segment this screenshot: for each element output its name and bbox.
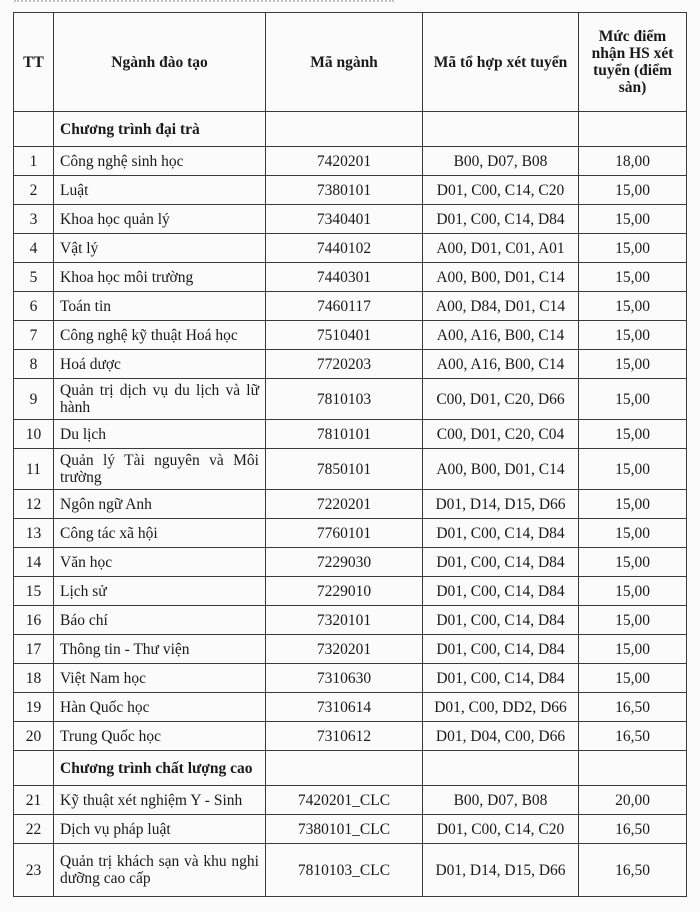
row-number: 23 (14, 844, 54, 897)
table-row (14, 263, 687, 292)
major-name: Ngôn ngữ Anh (54, 490, 266, 519)
table-row (14, 420, 687, 449)
subject-combination: A00, A16, B00, C14 (423, 321, 579, 350)
table-row (14, 635, 687, 664)
subject-combination: A00, D01, C01, A01 (423, 234, 579, 263)
row-number: 20 (14, 722, 54, 751)
major-code: 7229030 (266, 548, 423, 577)
table-row (14, 205, 687, 234)
minimum-score: 15,00 (579, 263, 687, 292)
row-number: 1 (14, 147, 54, 176)
major-name: Công nghệ sinh học (54, 147, 266, 176)
table-row (14, 147, 687, 176)
subject-combination: D01, C00, C14, C20 (423, 815, 579, 844)
subject-combination: D01, D14, D15, D66 (423, 844, 579, 897)
row-number: 16 (14, 606, 54, 635)
subject-combination: B00, D07, B08 (423, 786, 579, 815)
section-title: Chương trình chất lượng cao (54, 751, 266, 786)
table-row (14, 519, 687, 548)
table-row (14, 786, 687, 815)
subject-combination: A00, B00, D01, C14 (423, 449, 579, 490)
table-row (14, 577, 687, 606)
row-number: 5 (14, 263, 54, 292)
subject-combination: D01, C00, C14, D84 (423, 664, 579, 693)
subject-combination: D01, C00, C14, D84 (423, 577, 579, 606)
major-name: Trung Quốc học (54, 722, 266, 751)
major-name: Công tác xã hội (54, 519, 266, 548)
minimum-score: 16,50 (579, 815, 687, 844)
major-name: Lịch sử (54, 577, 266, 606)
minimum-score: 15,00 (579, 664, 687, 693)
minimum-score: 16,50 (579, 693, 687, 722)
subject-combination: D01, C00, C14, D84 (423, 548, 579, 577)
table-row (14, 548, 687, 577)
major-name: Du lịch (54, 420, 266, 449)
minimum-score: 15,00 (579, 449, 687, 490)
table-row (14, 606, 687, 635)
major-name: Báo chí (54, 606, 266, 635)
major-name: Kỹ thuật xét nghiệm Y - Sinh (54, 786, 266, 815)
row-number: 9 (14, 379, 54, 420)
minimum-score: 15,00 (579, 176, 687, 205)
minimum-score: 15,00 (579, 350, 687, 379)
row-number: 17 (14, 635, 54, 664)
table-row (14, 844, 687, 897)
major-code: 7510401 (266, 321, 423, 350)
major-code: 7850101 (266, 449, 423, 490)
subject-combination: A00, A16, B00, C14 (423, 350, 579, 379)
minimum-score: 15,00 (579, 635, 687, 664)
major-name: Vật lý (54, 234, 266, 263)
row-number: 19 (14, 693, 54, 722)
minimum-score: 15,00 (579, 205, 687, 234)
header-combo: Mã tổ hợp xét tuyển (423, 13, 579, 112)
admission-score-table (13, 12, 687, 897)
minimum-score: 18,00 (579, 147, 687, 176)
table-row (14, 490, 687, 519)
major-code: 7380101 (266, 176, 423, 205)
major-name: Dịch vụ pháp luật (54, 815, 266, 844)
table-row (14, 379, 687, 420)
row-number: 12 (14, 490, 54, 519)
row-number: 7 (14, 321, 54, 350)
subject-combination: D01, C00, C14, D84 (423, 606, 579, 635)
major-code: 7340401 (266, 205, 423, 234)
minimum-score: 15,00 (579, 490, 687, 519)
major-name: Luật (54, 176, 266, 205)
minimum-score: 16,50 (579, 722, 687, 751)
minimum-score: 15,00 (579, 548, 687, 577)
table-row (14, 321, 687, 350)
major-code: 7380101_CLC (266, 815, 423, 844)
row-number: 6 (14, 292, 54, 321)
minimum-score: 16,50 (579, 844, 687, 897)
table-row (14, 815, 687, 844)
row-number: 18 (14, 664, 54, 693)
row-number: 8 (14, 350, 54, 379)
major-code: 7810103_CLC (266, 844, 423, 897)
major-code: 7420201_CLC (266, 786, 423, 815)
row-number: 15 (14, 577, 54, 606)
subject-combination: D01, C00, C14, C20 (423, 176, 579, 205)
subject-combination: D01, D14, D15, D66 (423, 490, 579, 519)
header-major: Ngành đào tạo (54, 13, 266, 112)
subject-combination: B00, D07, B08 (423, 147, 579, 176)
major-code: 7810103 (266, 379, 423, 420)
row-number: 3 (14, 205, 54, 234)
major-code: 7229010 (266, 577, 423, 606)
minimum-score: 15,00 (579, 321, 687, 350)
table-row (14, 234, 687, 263)
table-row (14, 722, 687, 751)
cropped-heading-text (14, 0, 394, 5)
minimum-score: 15,00 (579, 234, 687, 263)
major-name: Hàn Quốc học (54, 693, 266, 722)
subject-combination: D01, D04, C00, D66 (423, 722, 579, 751)
minimum-score: 20,00 (579, 786, 687, 815)
subject-combination: D01, C00, C14, D84 (423, 519, 579, 548)
row-number: 10 (14, 420, 54, 449)
minimum-score: 15,00 (579, 420, 687, 449)
row-number: 11 (14, 449, 54, 490)
minimum-score: 15,00 (579, 606, 687, 635)
header-score: Mức điểm nhận HS xét tuyển (điểm sàn) (579, 13, 687, 112)
row-number: 2 (14, 176, 54, 205)
row-number: 13 (14, 519, 54, 548)
major-code: 7310614 (266, 693, 423, 722)
table-row (14, 449, 687, 490)
minimum-score: 15,00 (579, 519, 687, 548)
major-code: 7320201 (266, 635, 423, 664)
row-number: 21 (14, 786, 54, 815)
major-code: 7760101 (266, 519, 423, 548)
major-name: Khoa học quản lý (54, 205, 266, 234)
table-row (14, 292, 687, 321)
major-code: 7460117 (266, 292, 423, 321)
subject-combination: C00, D01, C20, D66 (423, 379, 579, 420)
subject-combination: A00, B00, D01, C14 (423, 263, 579, 292)
subject-combination: D01, C00, DD2, D66 (423, 693, 579, 722)
major-code: 7440301 (266, 263, 423, 292)
major-code: 7320101 (266, 606, 423, 635)
major-code: 7310630 (266, 664, 423, 693)
section-row-regular (14, 112, 687, 147)
subject-combination: C00, D01, C20, C04 (423, 420, 579, 449)
table-row (14, 693, 687, 722)
major-name: Toán tin (54, 292, 266, 321)
major-name: Hoá dược (54, 350, 266, 379)
header-code: Mã ngành (266, 13, 423, 112)
minimum-score: 15,00 (579, 577, 687, 606)
major-name: Công nghệ kỹ thuật Hoá học (54, 321, 266, 350)
major-code: 7310612 (266, 722, 423, 751)
section-row-high-quality (14, 751, 687, 786)
major-code: 7720203 (266, 350, 423, 379)
major-code: 7810101 (266, 420, 423, 449)
row-number: 4 (14, 234, 54, 263)
subject-combination: D01, C00, C14, D84 (423, 635, 579, 664)
major-name: Quản trị khách sạn và khu nghi dưỡng cao cấp (54, 844, 266, 897)
table-row (14, 664, 687, 693)
subject-combination: A00, D84, D01, C14 (423, 292, 579, 321)
major-name: Thông tin - Thư viện (54, 635, 266, 664)
major-name: Quản lý Tài nguyên và Môi trường (54, 449, 266, 490)
section-title: Chương trình đại trà (54, 112, 266, 147)
subject-combination: D01, C00, C14, D84 (423, 205, 579, 234)
header-tt: TT (14, 13, 54, 112)
major-code: 7420201 (266, 147, 423, 176)
table-row (14, 176, 687, 205)
major-code: 7440102 (266, 234, 423, 263)
table-header-row (14, 13, 687, 112)
major-name: Văn học (54, 548, 266, 577)
minimum-score: 15,00 (579, 379, 687, 420)
minimum-score: 15,00 (579, 292, 687, 321)
major-code: 7220201 (266, 490, 423, 519)
major-name: Khoa học môi trường (54, 263, 266, 292)
major-name: Quản trị dịch vụ du lịch và lữ hành (54, 379, 266, 420)
row-number: 22 (14, 815, 54, 844)
major-name: Việt Nam học (54, 664, 266, 693)
table-row (14, 350, 687, 379)
row-number: 14 (14, 548, 54, 577)
